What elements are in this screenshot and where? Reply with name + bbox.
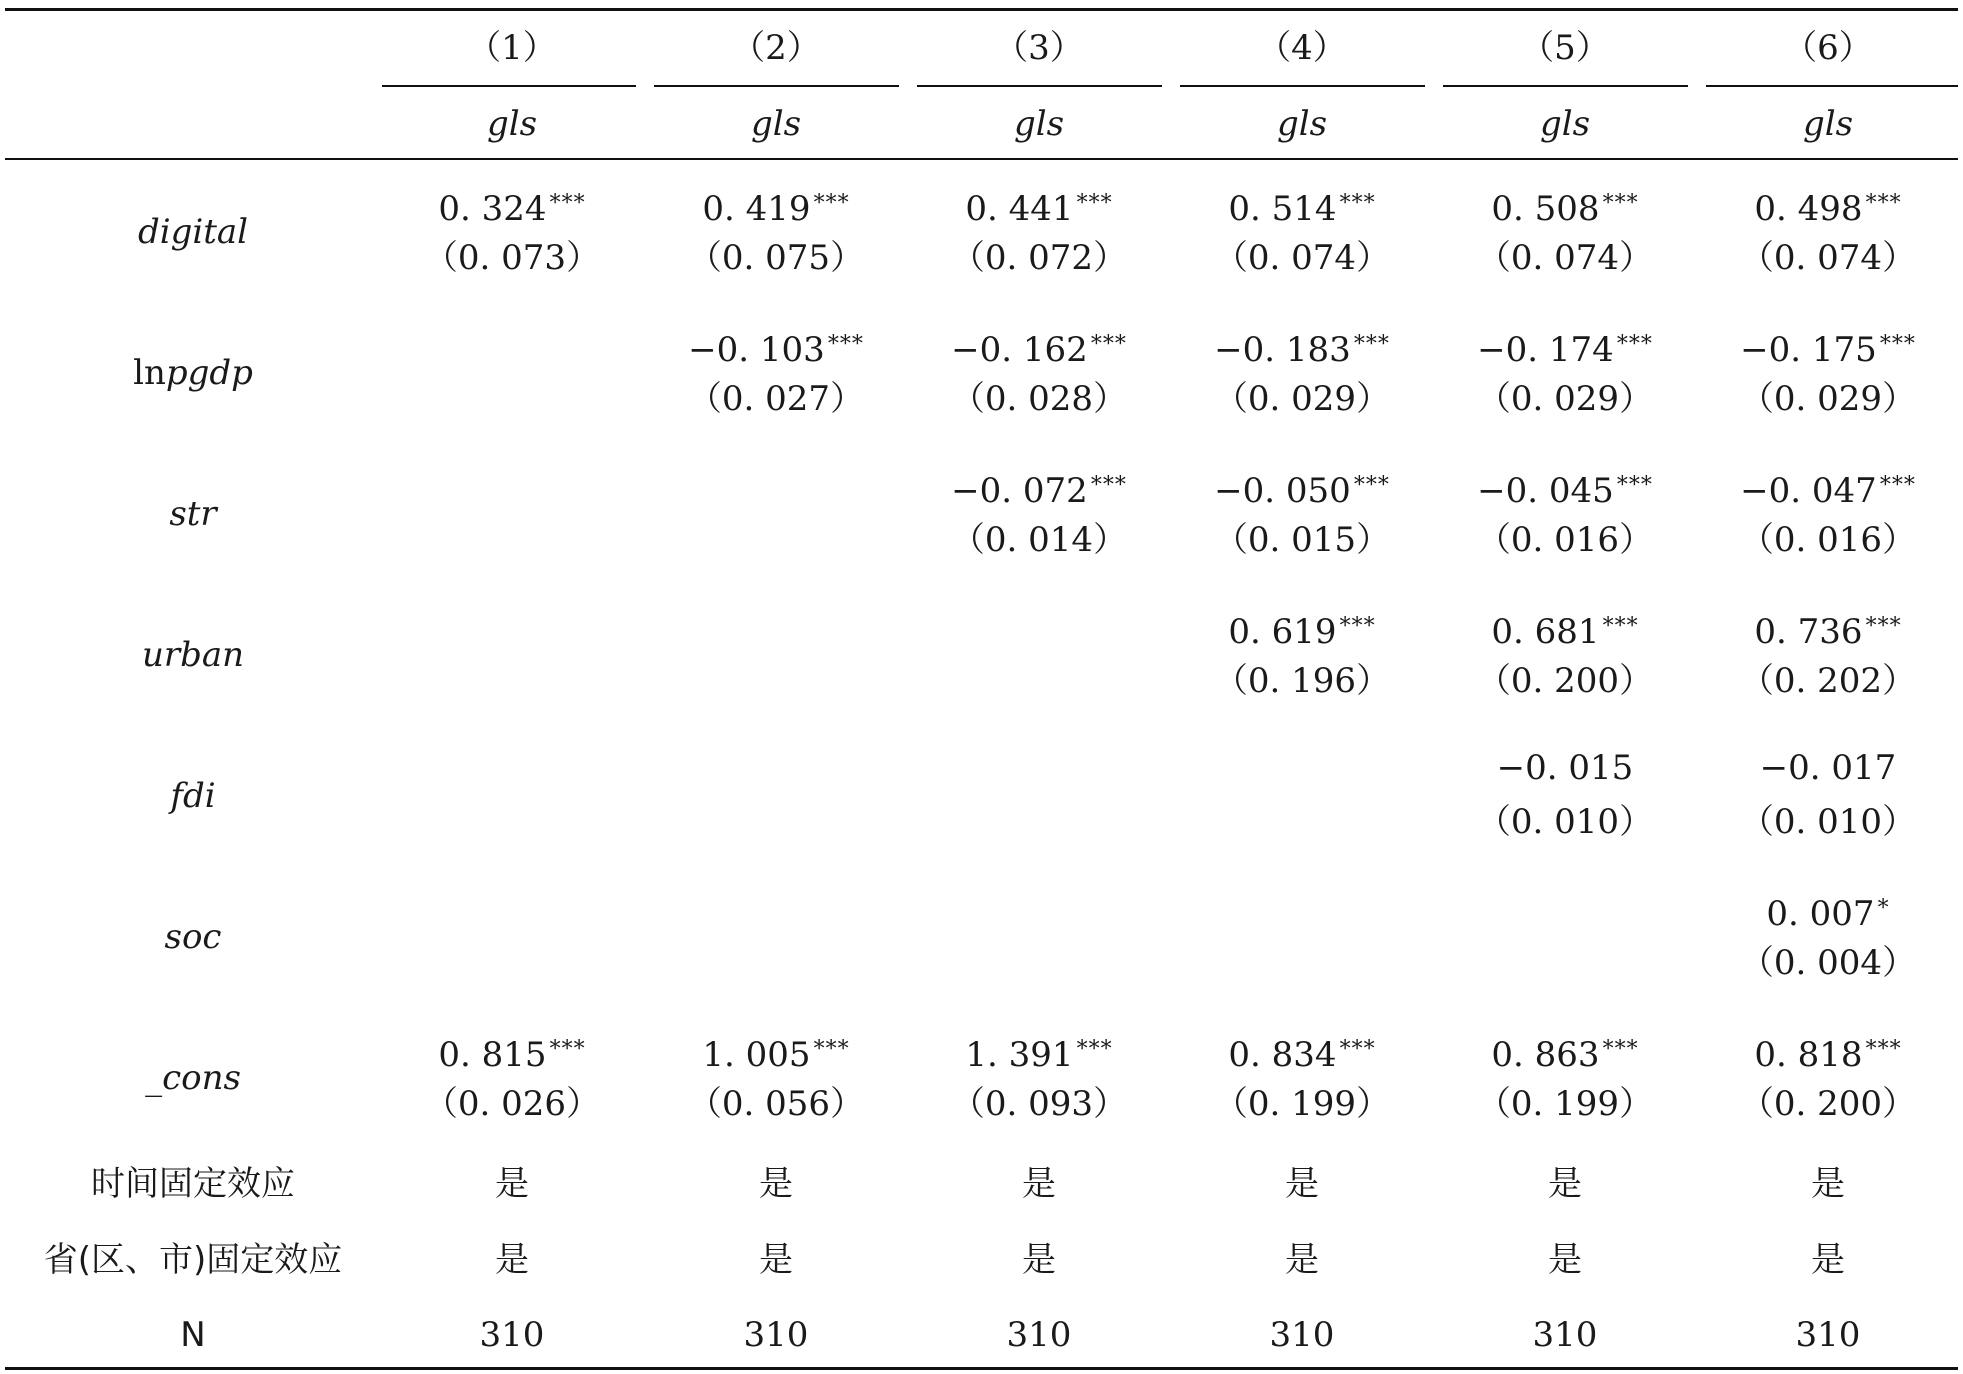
coefficient-value: −0. 175 bbox=[1740, 330, 1877, 370]
coefficient-value: −0. 103 bbox=[688, 330, 825, 370]
row-label bbox=[3, 917, 383, 957]
footer-cell: 是 bbox=[759, 1240, 793, 1280]
table-cell bbox=[914, 325, 1164, 425]
column-subheader: gls bbox=[750, 104, 802, 144]
coefficient-value: −0. 047 bbox=[1740, 471, 1877, 511]
header-underline-6 bbox=[1706, 85, 1958, 87]
row-label-variable: soc bbox=[164, 917, 222, 957]
row-label bbox=[3, 494, 383, 534]
table-cell bbox=[651, 184, 901, 284]
standard-error: （0. 010） bbox=[1476, 802, 1654, 842]
coefficient bbox=[1703, 184, 1953, 229]
mid-rule bbox=[5, 158, 1958, 160]
row-label bbox=[3, 776, 383, 816]
standard-error: （0. 199） bbox=[1476, 1084, 1654, 1124]
coefficient-value: −0. 183 bbox=[1214, 330, 1351, 370]
column-subheader: gls bbox=[486, 104, 538, 144]
standard-error: （0. 202） bbox=[1739, 661, 1917, 701]
row-label-variable: str bbox=[169, 494, 217, 534]
standard-error: （0. 016） bbox=[1739, 520, 1917, 560]
coefficient bbox=[1703, 466, 1953, 511]
coefficient bbox=[1177, 607, 1427, 652]
coefficient-value: −0. 017 bbox=[1759, 748, 1897, 788]
footer-cell: 是 bbox=[1285, 1240, 1319, 1280]
column-header: （5） bbox=[1520, 28, 1610, 68]
standard-error: （0. 093） bbox=[950, 1084, 1128, 1124]
row-label-variable: urban bbox=[141, 635, 245, 675]
footer-cell: 是 bbox=[1022, 1240, 1056, 1280]
footer-cell: 是 bbox=[1285, 1164, 1319, 1204]
footer-cell: 310 bbox=[479, 1315, 545, 1355]
coefficient bbox=[1177, 325, 1427, 370]
footer-cell: 是 bbox=[1811, 1240, 1845, 1280]
significance-stars: *** bbox=[1616, 473, 1653, 498]
coefficient-value: 1. 391 bbox=[965, 1035, 1074, 1075]
footer-cell: 310 bbox=[743, 1315, 809, 1355]
coefficient-value: −0. 162 bbox=[951, 330, 1088, 370]
standard-error: （0. 014） bbox=[950, 520, 1128, 560]
standard-error: （0. 199） bbox=[1213, 1084, 1391, 1124]
significance-stars: *** bbox=[1602, 191, 1639, 216]
significance-stars: *** bbox=[1879, 332, 1916, 357]
footer-cell: 310 bbox=[1006, 1315, 1072, 1355]
table-cell bbox=[1177, 325, 1427, 425]
coefficient bbox=[1177, 1030, 1427, 1075]
significance-stars: *** bbox=[813, 1037, 850, 1062]
table-cell bbox=[914, 466, 1164, 566]
coefficient bbox=[1703, 607, 1953, 652]
standard-error: （0. 029） bbox=[1476, 379, 1654, 419]
significance-stars: *** bbox=[1865, 191, 1902, 216]
table-cell bbox=[1440, 466, 1690, 566]
column-header: （3） bbox=[994, 28, 1084, 68]
significance-stars: *** bbox=[1339, 614, 1376, 639]
table-cell bbox=[1177, 1030, 1427, 1130]
row-label bbox=[3, 635, 383, 675]
significance-stars: *** bbox=[1339, 191, 1376, 216]
coefficient bbox=[1703, 748, 1953, 788]
standard-error: （0. 073） bbox=[423, 238, 601, 278]
column-header: （1） bbox=[467, 28, 557, 68]
table-cell bbox=[387, 1030, 637, 1130]
footer-row-label: 省(区、市)固定效应 bbox=[43, 1240, 343, 1280]
table-cell bbox=[1440, 1030, 1690, 1130]
table-cell bbox=[1703, 607, 1953, 707]
significance-stars: * bbox=[1877, 896, 1890, 921]
significance-stars: *** bbox=[1865, 1037, 1902, 1062]
coefficient-value: 0. 818 bbox=[1754, 1035, 1863, 1075]
coefficient bbox=[1177, 184, 1427, 229]
column-subheader: gls bbox=[1013, 104, 1065, 144]
standard-error: （0. 196） bbox=[1213, 661, 1391, 701]
table-cell bbox=[1703, 466, 1953, 566]
standard-error: （0. 074） bbox=[1213, 238, 1391, 278]
table-cell bbox=[1703, 325, 1953, 425]
coefficient bbox=[914, 325, 1164, 370]
column-subheader: gls bbox=[1802, 104, 1854, 144]
significance-stars: *** bbox=[1879, 473, 1916, 498]
row-label bbox=[3, 353, 383, 393]
footer-cell: 是 bbox=[495, 1240, 529, 1280]
standard-error: （0. 074） bbox=[1739, 238, 1917, 278]
row-label-variable: digital bbox=[137, 212, 249, 252]
standard-error: （0. 010） bbox=[1739, 802, 1917, 842]
top-rule bbox=[5, 8, 1958, 11]
table-cell bbox=[914, 184, 1164, 284]
coefficient bbox=[914, 466, 1164, 511]
row-label-prefix: ln bbox=[133, 353, 166, 393]
coefficient bbox=[651, 325, 901, 370]
coefficient-value: 0. 681 bbox=[1491, 612, 1600, 652]
footer-cell: 310 bbox=[1269, 1315, 1335, 1355]
significance-stars: *** bbox=[1353, 332, 1390, 357]
table-cell bbox=[1440, 607, 1690, 707]
significance-stars: *** bbox=[1076, 1037, 1113, 1062]
significance-stars: *** bbox=[813, 191, 850, 216]
coefficient-value: 0. 514 bbox=[1228, 189, 1337, 229]
standard-error: （0. 029） bbox=[1213, 379, 1391, 419]
footer-cell: 310 bbox=[1795, 1315, 1861, 1355]
header-underline-4 bbox=[1180, 85, 1425, 87]
significance-stars: *** bbox=[1090, 473, 1127, 498]
footer-cell: 是 bbox=[495, 1164, 529, 1204]
coefficient-value: −0. 072 bbox=[951, 471, 1088, 511]
standard-error: （0. 027） bbox=[687, 379, 865, 419]
table-cell bbox=[1703, 748, 1953, 848]
table-cell bbox=[1177, 184, 1427, 284]
coefficient-value: 0. 815 bbox=[438, 1035, 547, 1075]
coefficient bbox=[1440, 466, 1690, 511]
column-header: （4） bbox=[1257, 28, 1347, 68]
coefficient bbox=[1703, 325, 1953, 370]
significance-stars: *** bbox=[1090, 332, 1127, 357]
bottom-rule bbox=[5, 1367, 1958, 1370]
coefficient bbox=[651, 1030, 901, 1075]
table-cell bbox=[1703, 889, 1953, 989]
coefficient-value: 0. 007 bbox=[1766, 894, 1875, 934]
coefficient-value: 0. 619 bbox=[1228, 612, 1337, 652]
standard-error: （0. 200） bbox=[1739, 1084, 1917, 1124]
row-label-variable: fdi bbox=[170, 776, 216, 816]
coefficient-value: 1. 005 bbox=[702, 1035, 811, 1075]
standard-error: （0. 029） bbox=[1739, 379, 1917, 419]
footer-cell: 是 bbox=[759, 1164, 793, 1204]
table-cell bbox=[651, 325, 901, 425]
table-cell bbox=[651, 1030, 901, 1130]
footer-cell: 310 bbox=[1532, 1315, 1598, 1355]
coefficient bbox=[1703, 1030, 1953, 1075]
coefficient-value: −0. 045 bbox=[1477, 471, 1614, 511]
significance-stars: *** bbox=[827, 332, 864, 357]
standard-error: （0. 015） bbox=[1213, 520, 1391, 560]
coefficient-value: 0. 863 bbox=[1491, 1035, 1600, 1075]
row-label bbox=[3, 212, 383, 252]
footer-row-label: 时间固定效应 bbox=[91, 1164, 295, 1204]
significance-stars: *** bbox=[549, 191, 586, 216]
header-underline-1 bbox=[382, 85, 636, 87]
coefficient-value: 0. 508 bbox=[1491, 189, 1600, 229]
standard-error: （0. 075） bbox=[687, 238, 865, 278]
coefficient-value: 0. 498 bbox=[1754, 189, 1863, 229]
table-cell bbox=[1440, 184, 1690, 284]
coefficient bbox=[1703, 889, 1953, 934]
significance-stars: *** bbox=[1602, 1037, 1639, 1062]
coefficient bbox=[387, 184, 637, 229]
row-label bbox=[3, 1058, 383, 1098]
header-underline-2 bbox=[654, 85, 899, 87]
footer-cell: 是 bbox=[1022, 1164, 1056, 1204]
significance-stars: *** bbox=[1353, 473, 1390, 498]
coefficient bbox=[914, 184, 1164, 229]
standard-error: （0. 072） bbox=[950, 238, 1128, 278]
column-header: （6） bbox=[1783, 28, 1873, 68]
table-cell bbox=[1703, 1030, 1953, 1130]
table-cell bbox=[914, 1030, 1164, 1130]
table-cell bbox=[1440, 748, 1690, 848]
column-header: （2） bbox=[731, 28, 821, 68]
coefficient bbox=[1440, 325, 1690, 370]
footer-cell: 是 bbox=[1548, 1240, 1582, 1280]
row-label-variable: pgdp bbox=[165, 353, 253, 393]
coefficient bbox=[1440, 607, 1690, 652]
table-cell bbox=[387, 184, 637, 284]
column-subheader: gls bbox=[1539, 104, 1591, 144]
coefficient-value: 0. 324 bbox=[438, 189, 547, 229]
coefficient-value: 0. 736 bbox=[1754, 612, 1863, 652]
standard-error: （0. 028） bbox=[950, 379, 1128, 419]
table-cell bbox=[1440, 325, 1690, 425]
significance-stars: *** bbox=[1865, 614, 1902, 639]
standard-error: （0. 200） bbox=[1476, 661, 1654, 701]
footer-row-label: N bbox=[180, 1315, 206, 1355]
standard-error: （0. 056） bbox=[687, 1084, 865, 1124]
coefficient bbox=[1440, 1030, 1690, 1075]
standard-error: （0. 074） bbox=[1476, 238, 1654, 278]
coefficient-value: −0. 050 bbox=[1214, 471, 1351, 511]
significance-stars: *** bbox=[1339, 1037, 1376, 1062]
footer-cell: 是 bbox=[1548, 1164, 1582, 1204]
significance-stars: *** bbox=[1076, 191, 1113, 216]
coefficient-value: 0. 419 bbox=[702, 189, 811, 229]
coefficient-value: 0. 834 bbox=[1228, 1035, 1337, 1075]
table-cell bbox=[1703, 184, 1953, 284]
footer-cell: 是 bbox=[1811, 1164, 1845, 1204]
column-subheader: gls bbox=[1276, 104, 1328, 144]
significance-stars: *** bbox=[1616, 332, 1653, 357]
coefficient-value: −0. 015 bbox=[1496, 748, 1634, 788]
row-label-variable: _cons bbox=[145, 1058, 241, 1098]
coefficient bbox=[1440, 184, 1690, 229]
coefficient-value: −0. 174 bbox=[1477, 330, 1614, 370]
table-cell bbox=[1177, 607, 1427, 707]
standard-error: （0. 004） bbox=[1739, 943, 1917, 983]
table-cell bbox=[1177, 466, 1427, 566]
significance-stars: *** bbox=[549, 1037, 586, 1062]
coefficient-value: 0. 441 bbox=[965, 189, 1074, 229]
significance-stars: *** bbox=[1602, 614, 1639, 639]
coefficient bbox=[1440, 748, 1690, 788]
coefficient bbox=[387, 1030, 637, 1075]
header-underline-3 bbox=[917, 85, 1162, 87]
coefficient bbox=[914, 1030, 1164, 1075]
coefficient bbox=[651, 184, 901, 229]
standard-error: （0. 026） bbox=[423, 1084, 601, 1124]
coefficient bbox=[1177, 466, 1427, 511]
standard-error: （0. 016） bbox=[1476, 520, 1654, 560]
header-underline-5 bbox=[1443, 85, 1688, 87]
